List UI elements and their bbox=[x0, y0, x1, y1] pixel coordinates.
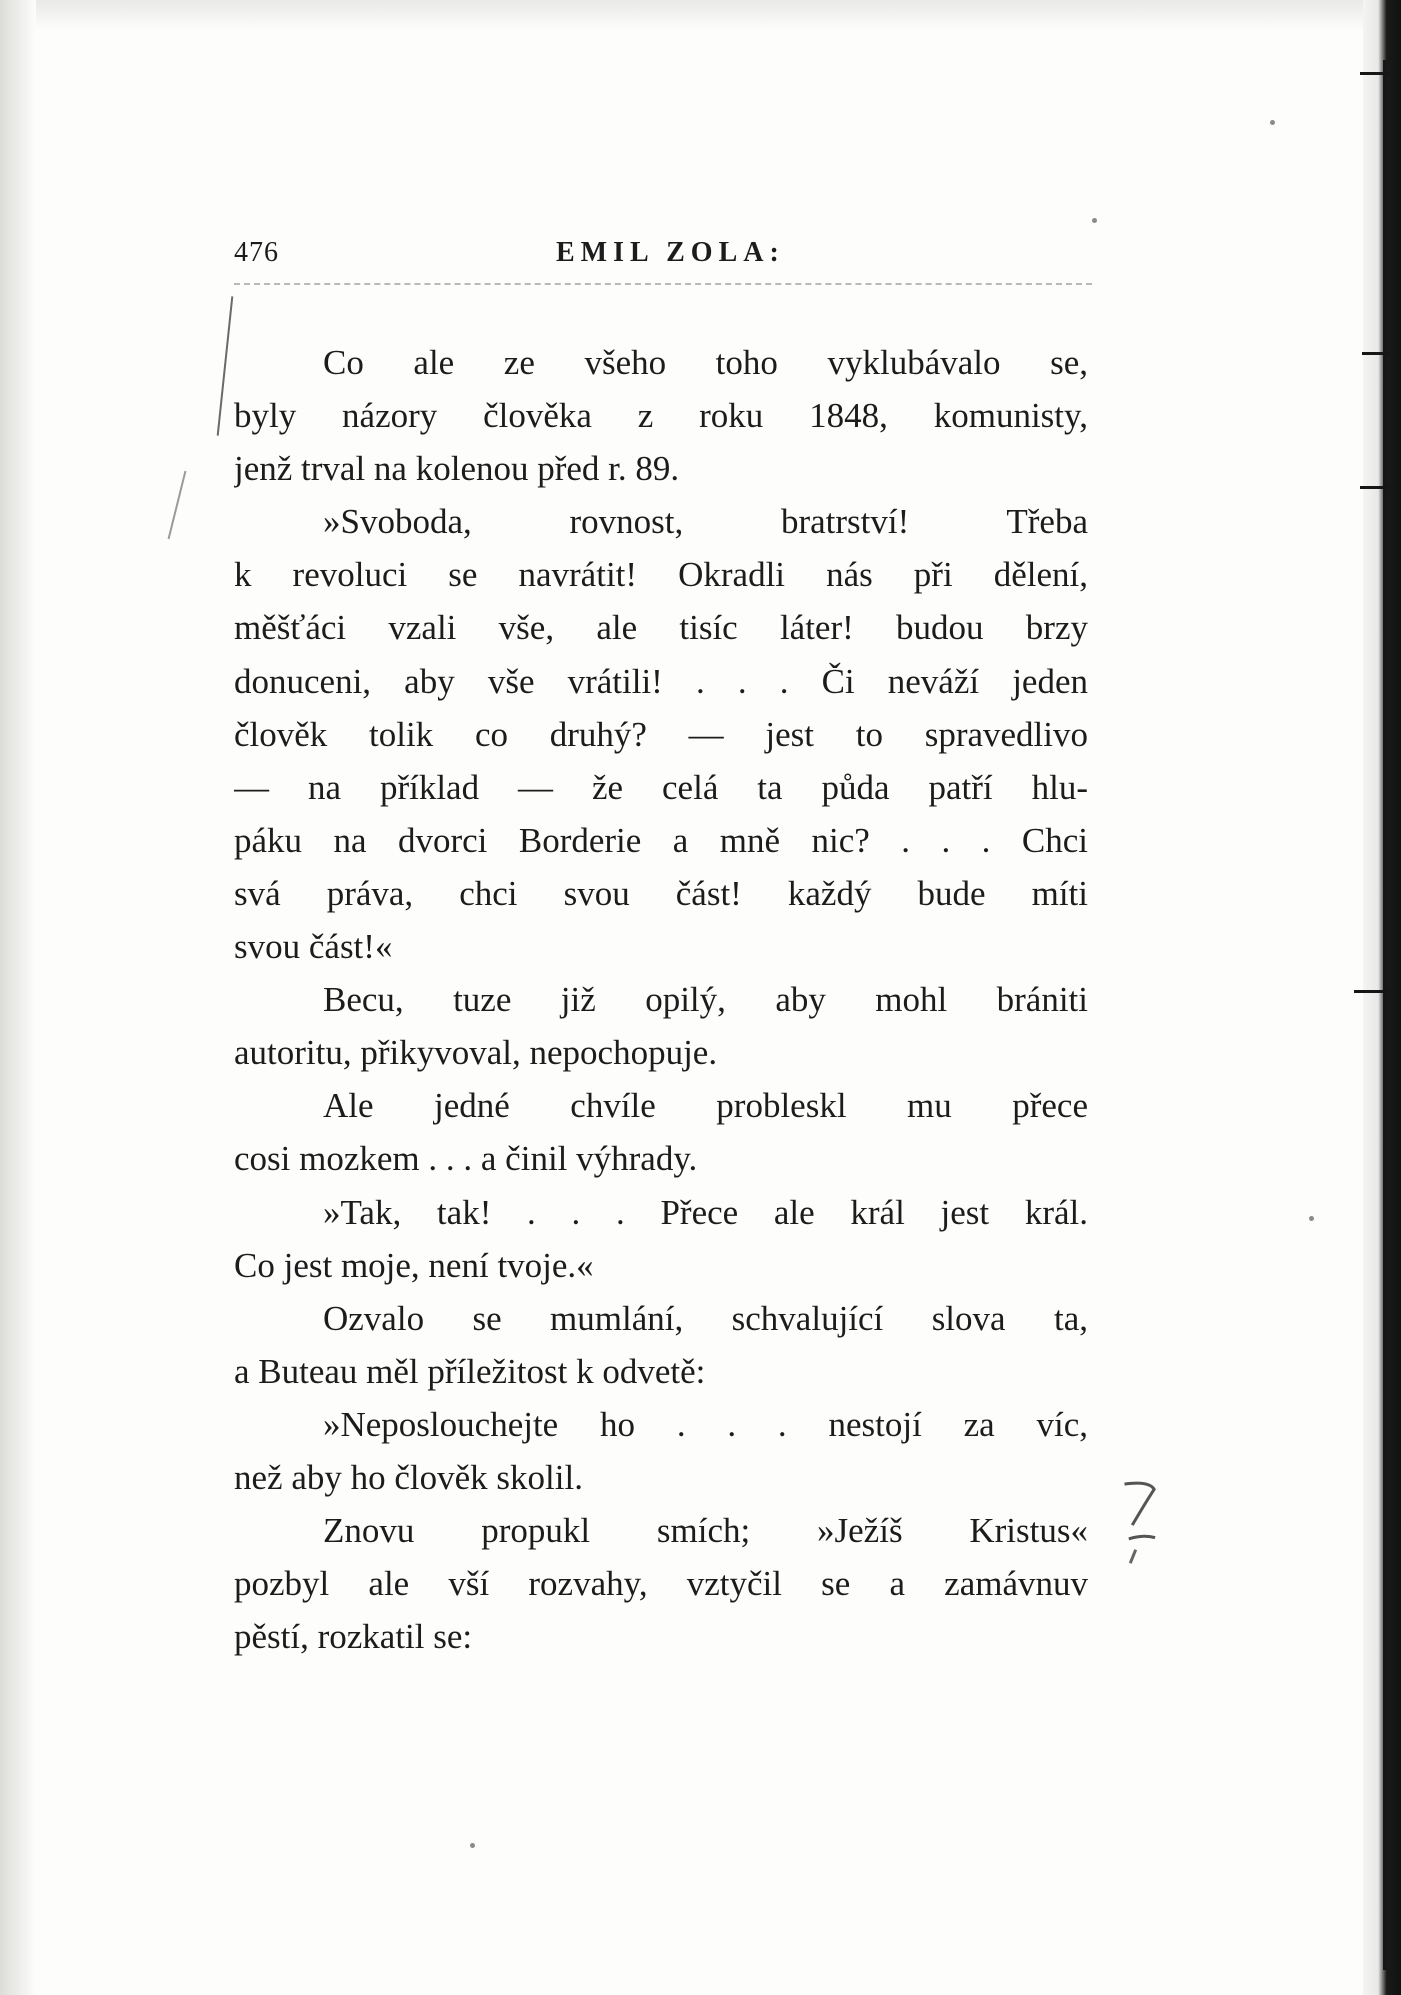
text-line: než aby ho člověk skolil. bbox=[234, 1457, 583, 1497]
paper-speck bbox=[1092, 218, 1097, 223]
spine-mark bbox=[1360, 72, 1394, 75]
text-line: Co ale ze všeho toho vyklubávalo se, bbox=[323, 343, 1088, 382]
text-line: svou část!« bbox=[234, 927, 393, 967]
text-line: Co jest moje, není tvoje.« bbox=[234, 1245, 594, 1285]
page-number: 476 bbox=[234, 237, 279, 268]
margin-pencil-stroke bbox=[217, 296, 234, 435]
paper-speck bbox=[470, 1843, 475, 1848]
text-line: autoritu, přikyvoval, nepochopuje. bbox=[234, 1033, 718, 1073]
text-line: donuceni, aby vše vrátili! . . . Či neváží jeden bbox=[234, 661, 1088, 701]
running-head: EMIL ZOLA: bbox=[556, 237, 785, 268]
spine-mark bbox=[1354, 990, 1394, 993]
margin-pencil-stroke bbox=[168, 471, 187, 539]
spine-mark bbox=[1362, 352, 1392, 355]
body-text bbox=[234, 336, 1088, 1663]
text-line: Ozvalo se mumlání, schvalující slova ta, bbox=[323, 1298, 1088, 1338]
scan-left-edge bbox=[0, 0, 36, 1995]
book-spine-shadow bbox=[1363, 0, 1401, 1995]
text-line: páku na dvorci Borderie a mně nic? . . . Chci bbox=[234, 820, 1088, 860]
page-header bbox=[234, 233, 1092, 273]
text-line: pěstí, rozkatil se: bbox=[234, 1617, 473, 1657]
text-line: k revoluci se navrátit! Okradli nás při dělení, bbox=[234, 555, 1088, 595]
text-line: cosi mozkem . . . a činil výhrady. bbox=[234, 1139, 698, 1179]
spine-mark bbox=[1360, 486, 1392, 489]
text-line: Ale jedné chvíle probleskl mu přece bbox=[323, 1086, 1088, 1126]
text-line: — na příklad — že celá ta půda patří hlu- bbox=[234, 767, 1088, 807]
scan-top-edge bbox=[0, 0, 1401, 30]
text-line: Becu, tuze již opilý, aby mohl brániti bbox=[323, 980, 1088, 1020]
margin-pencil-annotation bbox=[1105, 1475, 1175, 1581]
text-line: jenž trval na kolenou před r. 89. bbox=[234, 449, 680, 489]
spine-edge-line bbox=[1383, 60, 1387, 1970]
text-line: člověk tolik co druhý? — jest to spravedlivo bbox=[234, 714, 1088, 754]
text-line: Znovu propukl smích; »Ježíš Kristus« bbox=[323, 1511, 1088, 1551]
text-line: »Neposlouchejte ho . . . nestojí za víc, bbox=[323, 1404, 1088, 1444]
text-line: svá práva, chci svou část! každý bude míti bbox=[234, 873, 1088, 913]
text-line: měšťáci vzali vše, ale tisíc láter! budou brzy bbox=[234, 608, 1088, 648]
text-line: a Buteau měl příležitost k odvetě: bbox=[234, 1351, 706, 1391]
text-line: pozbyl ale vší rozvahy, vztyčil se a zamávnuv bbox=[234, 1564, 1088, 1604]
text-line: »Tak, tak! . . . Přece ale král jest král. bbox=[323, 1192, 1088, 1232]
header-rule bbox=[234, 283, 1092, 285]
text-line: byly názory člověka z roku 1848, komunisty, bbox=[234, 396, 1088, 436]
text-line: »Svoboda, rovnost, bratrství! Třeba bbox=[323, 502, 1088, 542]
paper-speck bbox=[1309, 1216, 1314, 1221]
paper-speck bbox=[1270, 120, 1275, 125]
